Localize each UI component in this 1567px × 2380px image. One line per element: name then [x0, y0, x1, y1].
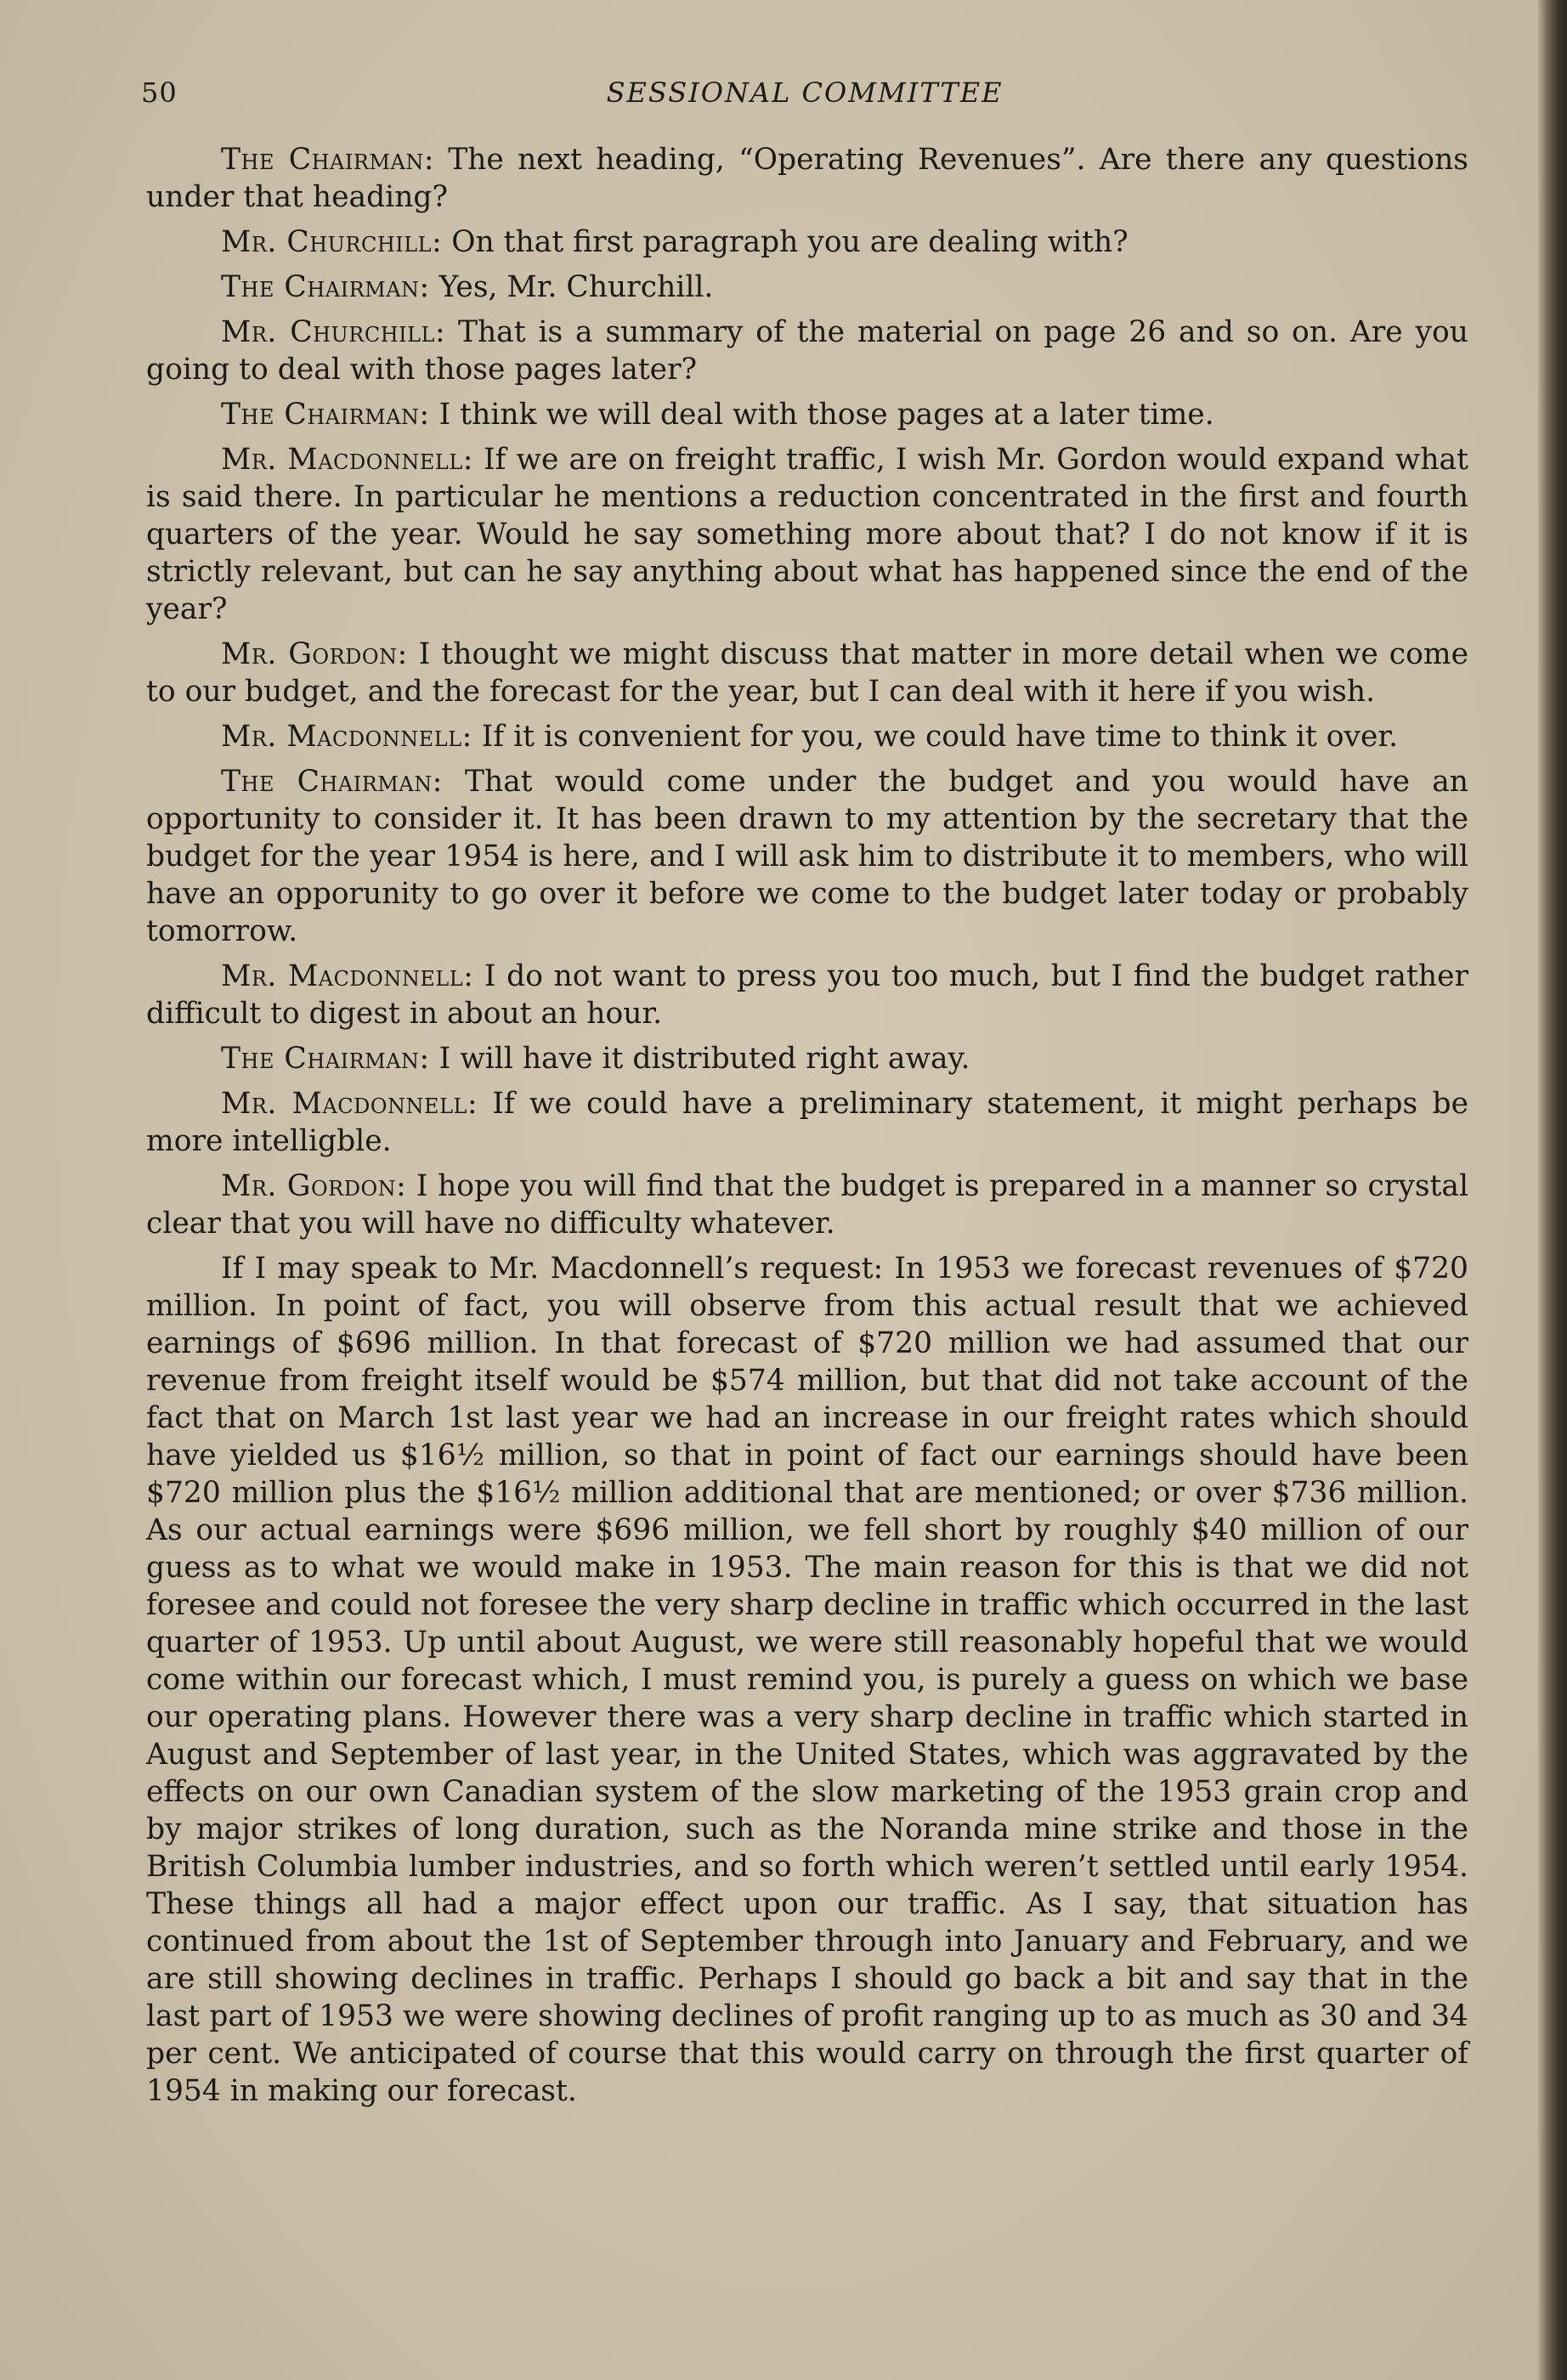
speaker-name: The Chairman: [221, 765, 443, 799]
paragraph-text: If it is convenient for you, we could have time to think it over. [472, 720, 1399, 754]
paragraph [146, 141, 1468, 216]
paragraph [146, 958, 1468, 1032]
speaker-name: Mr. Gordon: [221, 637, 408, 671]
paragraph-text: That would come under the budget and you would have an opportunity to consider it. It has been drawn to my attention by the secretary that the budget for the year 1954 is here, and I will ask him to distribute it to members, who will have an opporunity to go over it before we come to the budget later today or probably tomorrow. [146, 765, 1469, 948]
paragraph [146, 636, 1468, 710]
speaker-name: Mr. Macdonnell: [221, 1087, 478, 1121]
paragraph-text: If I may speak to Mr. Macdonnell’s request: In 1953 we forecast revenues of $720 million. In point of fact, you will observe from this actual result that we achieved earnings of $696 million. In that forecast of $720 million we had assumed that our revenue from freight itself would be $574 million, but that did not take account of the fact that on March 1st last year we had an increase in our freight rates which should have yielded us $16½ million, so that in point of fact our earnings should have been $720 million plus the $16½ million additional that are mentioned; or over $736 million. As our actual earnings were $696 million, we fell short by roughly $40 million of our guess as to what we would make in 1953. The main reason for this is that we did not foresee and could not foresee the very sharp decline in traffic which occurred in the last quarter of 1953. Up until about August, we were still reasonably hopeful that we would come within our forecast which, I must remind you, is purely a guess on which we base our operating plans. However there was a very sharp decline in traffic which started in August and September of last year, in the United States, which was aggravated by the effects on our own Canadian system of the slow marketing of the 1953 grain crop and by major strikes of long duration, such as the Noranda mine strike and those in the British Columbia lumber industries, and so forth which weren’t settled until early 1954. These things all had a major effect upon our traffic. As I say, that situation has continued from about the 1st of September through into January and February, and we are still showing declines in traffic. Perhaps I should go back a bit and say that in the last part of 1953 we were showing declines of profit ranging up to as much as 30 and 34 per cent. We anticipated of course that this would carry on through the first quarter of 1954 in making our forecast. [146, 1252, 1468, 2108]
paragraph [146, 314, 1468, 388]
speaker-name: Mr. Churchill: [221, 225, 443, 259]
paragraph [146, 1250, 1468, 2110]
paragraph-text: I thought we might discuss that matter in more detail when we come to our budget, and the forecast for the year, but I can deal with it here if you wish. [146, 637, 1468, 709]
speaker-name: Mr. Macdonnell: [221, 720, 472, 754]
paragraph [146, 1167, 1468, 1242]
page-number: 50 [141, 76, 178, 109]
paragraph-text: On that first paragraph you are dealing with? [442, 225, 1129, 259]
speaker-name: Mr. Macdonnell: [221, 959, 474, 993]
paragraph [146, 1040, 1468, 1077]
paragraph [146, 223, 1468, 261]
page-header [141, 71, 1468, 114]
paragraph-text: The next heading, “Operating Revenues”. Are there any questions under that heading? [146, 143, 1468, 214]
running-head: SESSIONAL COMMITTEE [606, 76, 1004, 109]
paragraph-text: Yes, Mr. Churchill. [429, 270, 714, 304]
speaker-name: Mr. Gordon: [221, 1169, 407, 1203]
speaker-name: Mr. Macdonnell: [221, 443, 473, 477]
paragraph-text: If we could have a preliminary statement, it might perhaps be more intelligble. [146, 1087, 1468, 1158]
paragraph [146, 763, 1468, 950]
body-text [146, 141, 1468, 2117]
paragraph [146, 1085, 1468, 1160]
speaker-name: The Chairman: [221, 398, 430, 432]
paragraph [146, 269, 1468, 306]
paragraph [146, 718, 1468, 755]
paragraph [146, 396, 1468, 433]
speaker-name: Mr. Churchill: [221, 315, 446, 349]
speaker-name: The Chairman: [221, 1042, 430, 1076]
paragraph-text: I will have it distributed right away. [429, 1042, 970, 1076]
page-edge-shadow [1538, 0, 1567, 2380]
paragraph-text: That is a summary of the material on page 26 and so on. Are you going to deal with those pages later? [146, 315, 1468, 387]
speaker-name: The Chairman: [221, 143, 434, 177]
paragraph-text: I do not want to press you too much, but I find the budget rather difficult to digest in about an hour. [146, 959, 1468, 1031]
speaker-name: The Chairman: [221, 270, 430, 304]
paragraph-text: If we are on freight traffic, I wish Mr. Gordon would expand what is said there. In particular he mentions a reduction concentrated in the first and fourth quarters of the year. Would he say something more about that? I do not know if it is strictly relevant, but can he say anything about what has happened since the end of the year? [146, 443, 1468, 626]
paragraph-text: I hope you will find that the budget is prepared in a manner so crystal clear that you will have no difficulty whatever. [146, 1169, 1468, 1241]
paragraph [146, 441, 1468, 628]
paragraph-text: I think we will deal with those pages at a later time. [429, 398, 1214, 432]
